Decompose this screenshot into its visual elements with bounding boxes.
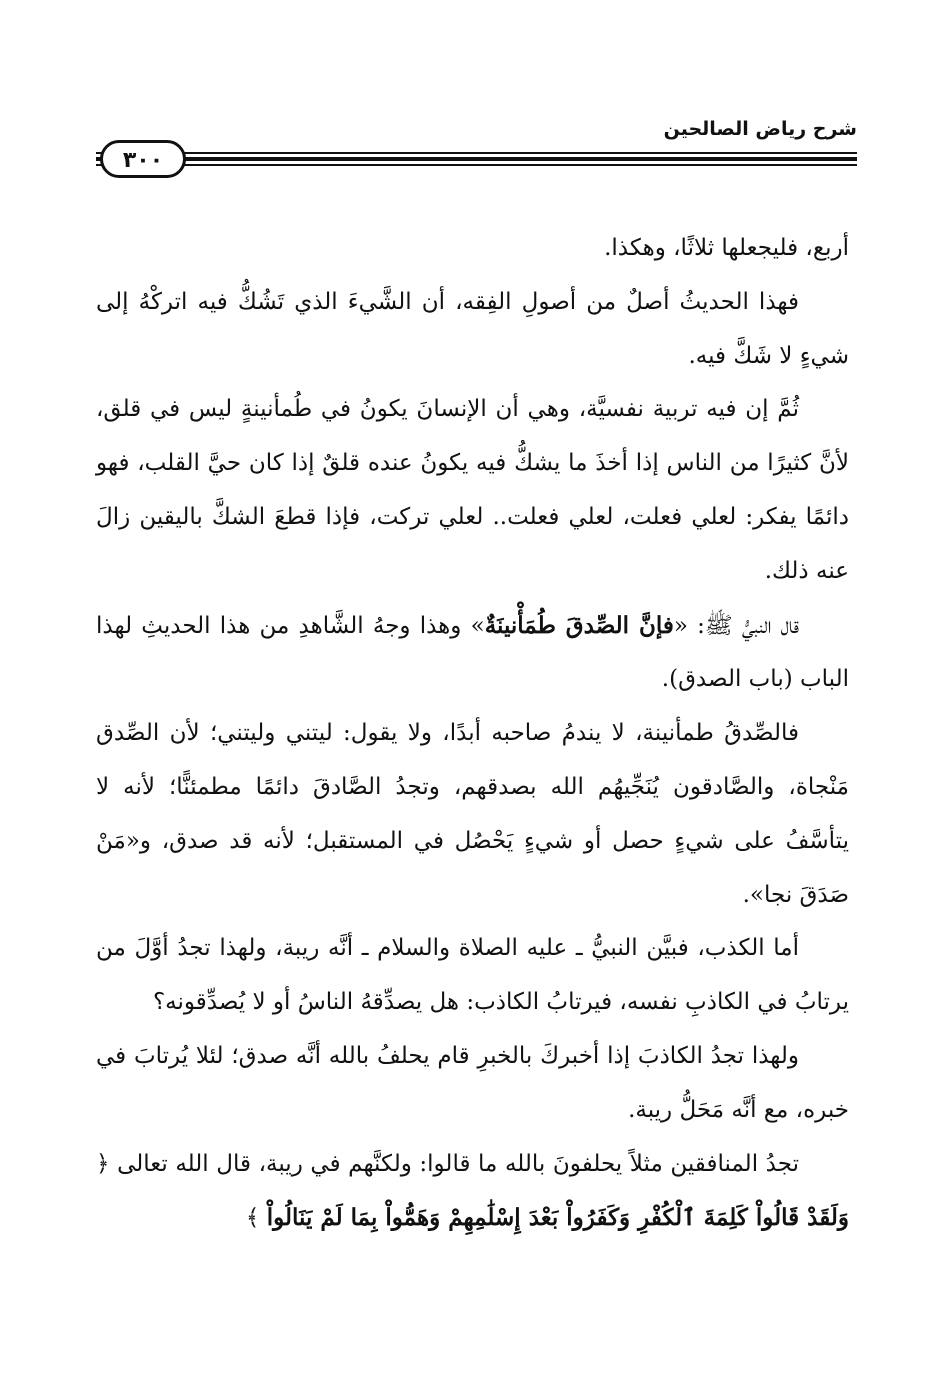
header-rule-line: [96, 157, 857, 161]
paragraph-text: قال النبيُّ ﷺ: «: [673, 612, 799, 639]
paragraph: فالصِّدقُ طمأنينة، لا يندمُ صاحبه أبدًا، ولا يقول: ليتني وليتني؛ لأن الصِّدق مَنْجاة، والصَّادقون يُنَجِّيهُم الله بصدقهم، وتجدُ الصَّادقَ دائمًا مطمئنًّا؛ لأنه لا يتأسَّفُ على شيءٍ حصل أو شيءٍ يَحْصُل في المستقبل؛ لأنه قد صدق، و«مَنْ صَدَقَ نجا».: [96, 720, 849, 908]
body-text: [96, 222, 849, 1246]
hadith-quote: فإنَّ الصِّدقَ طُمَأْنينَةٌ: [484, 611, 674, 639]
paragraph: [96, 599, 849, 708]
header-rule-line: [96, 152, 857, 154]
paragraph-text: تجدُ المنافقين مثلاً يحلفونَ بالله ما قالوا: ولكنَّهم في ريبة، قال الله تعالى ﴿: [96, 1150, 799, 1177]
running-title: شرح رياض الصالحين: [663, 118, 857, 140]
header-rule: [96, 150, 857, 170]
paragraph-text: ﴾: [245, 1205, 267, 1232]
paragraph: ثُمَّ إن فيه تربية نفسيَّة، وهي أن الإنسانَ يكونُ في طُمأنينةٍ ليس في قلق، لأنَّ كثيرًا من الناس إذا أخذَ ما يشكُّ فيه يكونُ عنده قلقٌ إذا كان حيَّ القلب، فهو دائمًا يفكر: لعلي فعلت، لعلي فعلت.. لعلي تركت، فإذا قطعَ الشكَّ باليقين زالَ عنه ذلك.: [96, 396, 849, 584]
paragraph-text: » وهذا وجهُ الشَّاهدِ من هذا الحديثِ لهذا الباب (باب الصدق).: [96, 612, 849, 693]
header-rule-line: [96, 164, 857, 166]
page-number: ٣٠٠: [100, 140, 186, 178]
paragraph: [96, 1138, 849, 1247]
paragraph: فهذا الحديثُ أصلٌ من أصولِ الفِقه، أن الشَّيءَ الذي تَشُكُّ فيه اتركْهُ إلى شيءٍ لا شَكَّ فيه.: [96, 288, 849, 369]
quran-verse: وَلَقَدْ قَالُواْ كَلِمَةَ ٱلْكُفْرِ وَكَفَرُواْ بَعْدَ إِسْلَٰمِهِمْ وَهَمُّواْ بِمَا لَمْ يَنَالُواْ: [266, 1204, 849, 1232]
paragraph: ولهذا تجدُ الكاذبَ إذا أخبركَ بالخبرِ قام يحلفُ بالله أنَّه صدق؛ لئلا يُرتابَ في خبره، مع أنَّه مَحَلُّ ريبة.: [96, 1042, 849, 1123]
paragraph: أربع، فليجعلها ثلاثًا، وهكذا.: [604, 235, 849, 261]
paragraph: أما الكذب، فبيَّن النبيُّ ـ عليه الصلاة والسلام ـ أنَّه ريبة، ولهذا تجدُ أوَّلَ من يرتابُ في الكاذبِ نفسه، فيرتابُ الكاذب: هل يصدِّقهُ الناسُ أو لا يُصدِّقونه؟: [96, 935, 849, 1016]
